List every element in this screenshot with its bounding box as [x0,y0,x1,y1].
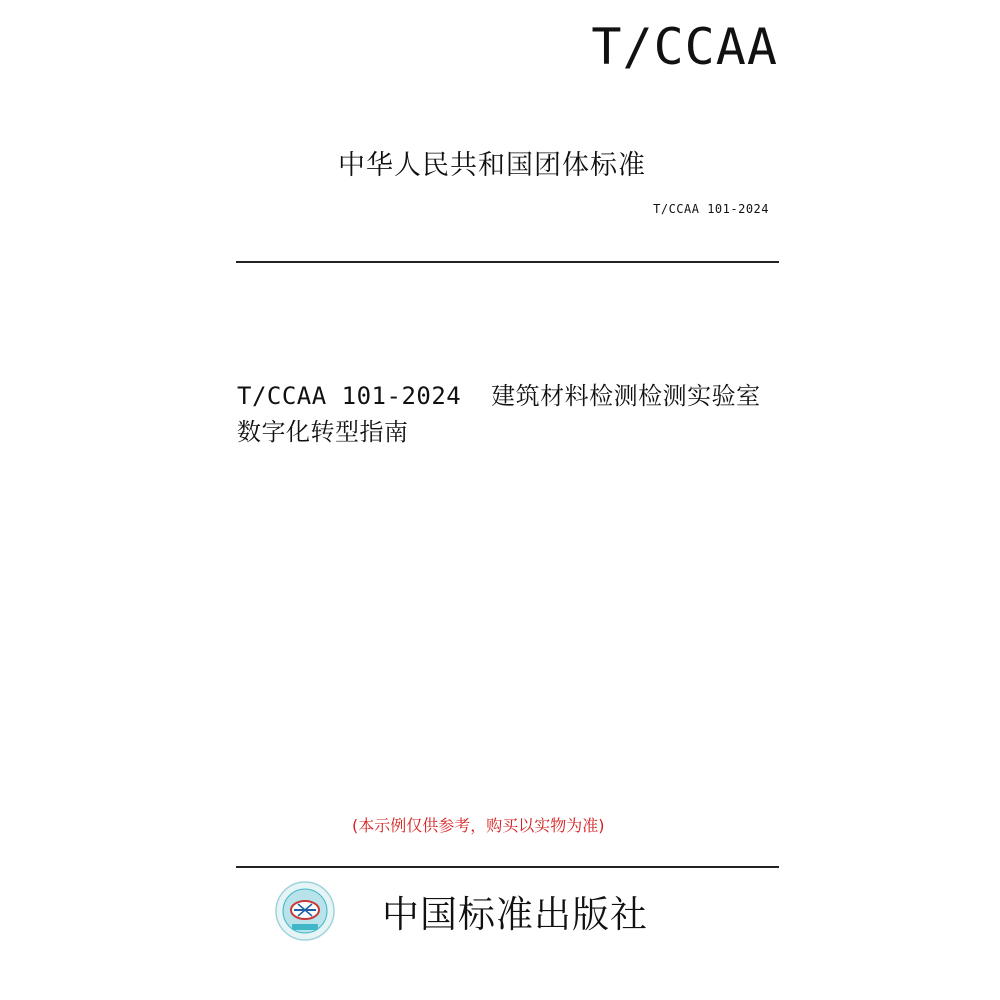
top-divider [236,261,779,263]
standard-code-header: T/CCAA [591,18,778,76]
disclaimer-note: (本示例仅供参考，购买以实物为准) [352,816,605,835]
standard-number: T/CCAA 101-2024 [653,202,769,216]
publisher-seal-icon [274,880,336,942]
publisher-name: 中国标准出版社 [382,893,648,936]
bottom-divider [236,866,779,868]
document-title: T/CCAA 101-2024 建筑材料检测检测实验室数字化转型指南 [237,382,761,446]
org-title: 中华人民共和国团体标准 [338,150,646,181]
